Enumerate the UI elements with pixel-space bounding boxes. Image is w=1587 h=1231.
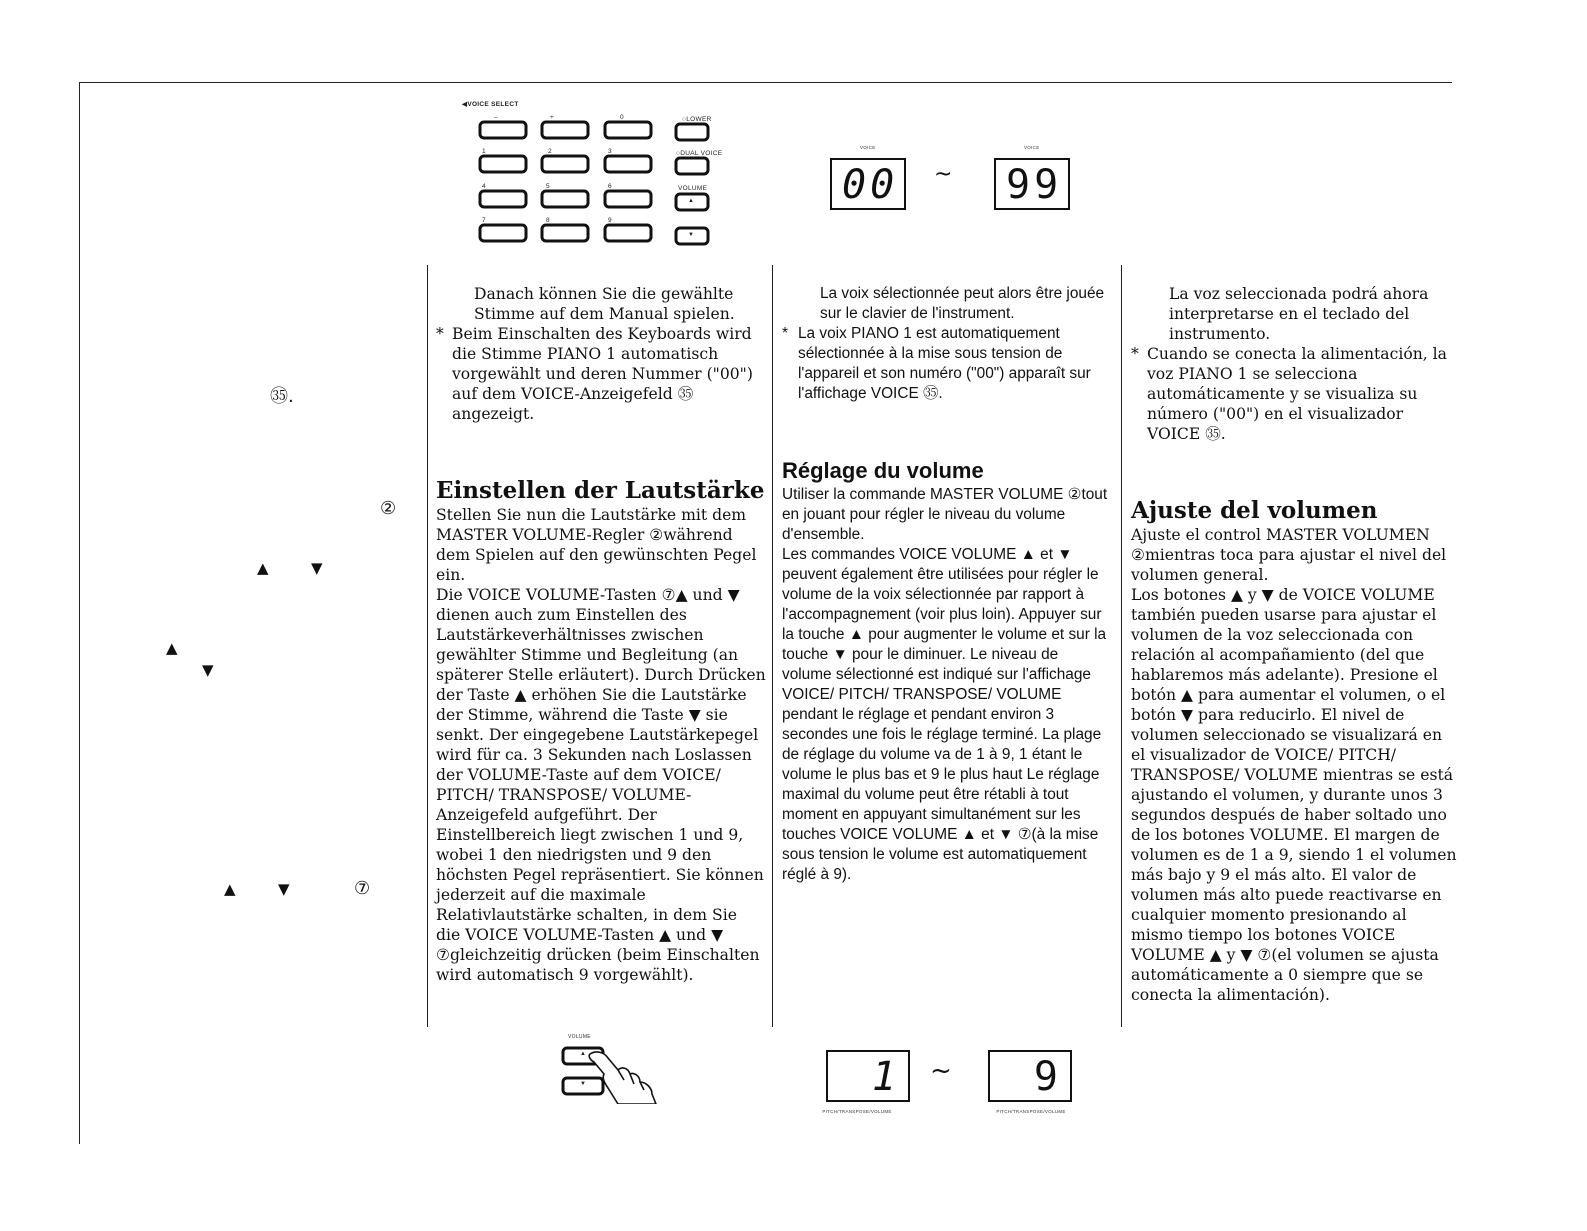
column-divider-2 bbox=[772, 265, 773, 1027]
spanish-intro: La voz seleccionada podrá ahora interpretarse en el teclado del instrumento. bbox=[1169, 285, 1429, 343]
volume-label: VOLUME bbox=[568, 1034, 591, 1040]
key-label: 3 bbox=[608, 148, 612, 155]
display-caption: PITCH/TRANSPOSE/VOLUME bbox=[822, 1109, 892, 1114]
key-7 bbox=[480, 225, 526, 241]
key-1 bbox=[480, 156, 526, 172]
volume-display-box-right bbox=[988, 1050, 1072, 1102]
key-label: + bbox=[550, 114, 555, 121]
key-0 bbox=[605, 122, 651, 138]
volume-display-box-left bbox=[826, 1050, 910, 1102]
display-label: VOICE bbox=[860, 145, 876, 150]
left-rule bbox=[79, 82, 80, 1144]
key-label: 7 bbox=[482, 217, 486, 224]
margin-circle-7: ⑦ bbox=[354, 878, 371, 899]
key-5 bbox=[542, 191, 588, 207]
key-label: VOLUME bbox=[678, 185, 708, 192]
display-label: VOICE bbox=[1024, 145, 1040, 150]
margin-circle-2: ② bbox=[380, 498, 397, 519]
key-minus bbox=[480, 122, 526, 138]
margin-arrow-down-icon: ▼ bbox=[278, 880, 290, 898]
key-label: ○DUAL VOICE bbox=[676, 150, 723, 157]
key-label: – bbox=[494, 114, 498, 121]
bullet-asterisk: * bbox=[436, 325, 444, 343]
margin-arrow-up-icon: ▲ bbox=[257, 559, 269, 577]
key-plus bbox=[542, 122, 588, 138]
down-triangle-icon: ▼ bbox=[688, 232, 695, 238]
french-heading: Réglage du volume bbox=[782, 458, 984, 483]
volume-buttons-illustration bbox=[560, 1032, 680, 1104]
margin-arrow-down-icon: ▼ bbox=[202, 661, 214, 679]
spanish-heading: Ajuste del volumen bbox=[1131, 497, 1378, 524]
key-label: 9 bbox=[608, 217, 612, 224]
french-intro: La voix sélectionnée peut alors être jouée sur le clavier de l'instrument. bbox=[820, 285, 1105, 322]
margin-circle-35: ㉟. bbox=[270, 386, 294, 407]
margin-arrow-down-icon: ▼ bbox=[311, 559, 323, 577]
up-triangle-icon: ▲ bbox=[688, 198, 695, 204]
key-label: 5 bbox=[546, 183, 550, 190]
led-icon: ○ bbox=[676, 150, 681, 157]
display-value-right: 99 bbox=[1006, 162, 1063, 208]
column-divider-3 bbox=[1121, 265, 1122, 1027]
top-rule bbox=[79, 82, 1452, 83]
german-body: Stellen Sie nun die Lautstärke mit dem MASTER VOLUME-Regler ②während dem Spielen auf den gewünschten Pegel ein. Die VOICE VOLUME-Tasten ⑦▲ und ▼ dienen auch zum Einstellen des Lautstärkeverhältnisses zwischen gewählter Stimme und Begleitung (an späterer Stelle erläutert). Durch Drücken der Taste ▲ erhöhen Sie die Lautstärke der Stimme, während die Taste ▼ sie senkt. Der eingegebene Lautstärkepegel wird für ca. 3 Sekunden nach Loslassen der VOLUME-Taste auf dem VOICE/ PITCH/ TRANSPOSE/ VOLUME-Anzeigefeld aufgeführt. Der Einstellbereich liegt zwischen 1 und 9, wobei 1 den niedrigsten und 9 den höchsten Pegel repräsentiert. Sie können jederzeit auf die maximale Relativlautstärke schalten, in dem Sie die VOICE VOLUME-Tasten ▲ und ▼ ⑦gleichzeitig drücken (beim Einschalten wird automatisch 9 vorgewählt). bbox=[436, 506, 766, 984]
french-note: * La voix PIANO 1 est automatiquement sélectionnée à la mise sous tension de l'appareil et son numéro ("00") apparaît sur l'affichage VOICE ㉟. bbox=[782, 325, 1091, 402]
margin-arrow-up-icon: ▲ bbox=[224, 880, 236, 898]
display-box-right bbox=[994, 158, 1070, 210]
keypad-buttons bbox=[462, 100, 752, 250]
key-8 bbox=[542, 225, 588, 241]
tilde-symbol: ~ bbox=[930, 1056, 952, 1086]
volume-display-value-right: 9 bbox=[1033, 1054, 1058, 1100]
french-body: Utiliser la commande MASTER VOLUME ②tout en jouant pour régler le niveau du volume d'ensemble. Les commandes VOICE VOLUME ▲ et ▼ peuvent également être utilisées pour régler le volume de la voix sélectionnée par rapport à l'accompagnement (voir plus loin). Appuyer sur la touche ▲ pour augmenter le volume et sur la touche ▼ pour le diminuer. Le niveau de volume sélectionné est indiqué sur l'affichage VOICE/ PITCH/ TRANSPOSE/ VOLUME pendant le réglage et pendant environ 3 secondes une fois le réglage terminé. La plage de réglage du volume va de 1 à 9, 1 étant le volume le plus bas et 9 le plus haut Le réglage maximal du volume peut être rétabli à tout moment en appuyant simultanément sur les touches VOICE VOLUME ▲ et ▼ ⑦(à la mise sous tension le volume est automatiquement réglé à 9). bbox=[782, 486, 1108, 883]
key-label: 4 bbox=[482, 183, 486, 190]
key-2 bbox=[542, 156, 588, 172]
voice-select-keypad bbox=[462, 100, 752, 250]
column-divider-1 bbox=[427, 265, 428, 1027]
volume-display-value-left: 1 bbox=[871, 1054, 896, 1100]
up-triangle-icon: ▲ bbox=[580, 1051, 587, 1057]
key-label: 1 bbox=[482, 148, 486, 155]
volume-buttons-svg bbox=[560, 1032, 680, 1104]
spanish-body: Ajuste el control MASTER VOLUMEN ②mientras toca para ajustar el nivel del volumen general. Los botones ▲ y ▼ de VOICE VOLUME también pueden usarse para ajustar el volumen de la voz seleccionada con relación al acompañamiento (del que hablaremos más adelante). Presione el botón ▲ para aumentar el volumen, o el botón ▼ para reducirlo. El nivel de volumen seleccionado se visualizará en el visualizador de VOICE/ PITCH/ TRANSPOSE/ VOLUME mientras se está ajustando el volumen, y durante unos 3 segundos después de haber soltado uno de los botones VOLUME. El margen de volumen es de 1 a 9, siendo 1 el volumen más bajo y 9 el más alto. El valor de volumen más alto puede reactivarse en cualquier momento presionando al mismo tiempo los botones VOICE VOLUME ▲ y ▼ ⑦(el volumen se ajusta automáticamente a 0 siempre que se conecta la alimentación). bbox=[1131, 526, 1457, 1004]
display-caption: PITCH/TRANSPOSE/VOLUME bbox=[996, 1109, 1066, 1114]
display-box-left bbox=[830, 158, 906, 210]
spanish-note: * Cuando se conecta la alimentación, la voz PIANO 1 se selecciona automáticamente y se visualiza su número ("00") en el visualizador VOICE ㉟. bbox=[1131, 345, 1447, 443]
keypad-title: ◀VOICE SELECT bbox=[462, 101, 519, 108]
bullet-asterisk: * bbox=[1131, 345, 1139, 363]
german-intro: Danach können Sie die gewählte Stimme auf dem Manual spielen. bbox=[474, 285, 735, 323]
down-triangle-icon: ▼ bbox=[580, 1081, 587, 1087]
tilde-symbol: ~ bbox=[934, 162, 953, 187]
german-note: * Beim Einschalten des Keyboards wird die Stimme PIANO 1 automatisch vorgewählt und deren Nummer ("00") auf dem VOICE-Anzeigefeld ㉟ angezeigt. bbox=[436, 325, 753, 423]
display-value-left: 00 bbox=[842, 162, 899, 208]
key-dual-voice bbox=[676, 158, 708, 174]
key-lower bbox=[676, 124, 708, 140]
voice-number-display bbox=[828, 140, 1078, 215]
led-icon: ○ bbox=[682, 116, 687, 123]
key-6 bbox=[605, 191, 651, 207]
german-column bbox=[436, 284, 766, 985]
key-label: 0 bbox=[620, 114, 624, 121]
margin-arrow-up-icon: ▲ bbox=[166, 639, 178, 657]
key-label: 2 bbox=[548, 148, 552, 155]
key-label: 6 bbox=[608, 183, 612, 190]
key-4 bbox=[480, 191, 526, 207]
german-heading: Einstellen der Lautstärke bbox=[436, 477, 765, 504]
bullet-asterisk: * bbox=[782, 325, 788, 342]
key-9 bbox=[605, 225, 651, 241]
key-label: ○LOWER bbox=[682, 116, 712, 123]
triangle-left-icon: ◀ bbox=[462, 101, 468, 108]
volume-level-display bbox=[818, 1050, 1078, 1125]
spanish-column bbox=[1131, 284, 1461, 1005]
key-label: 8 bbox=[546, 217, 550, 224]
key-3 bbox=[605, 156, 651, 172]
french-column bbox=[782, 284, 1112, 885]
